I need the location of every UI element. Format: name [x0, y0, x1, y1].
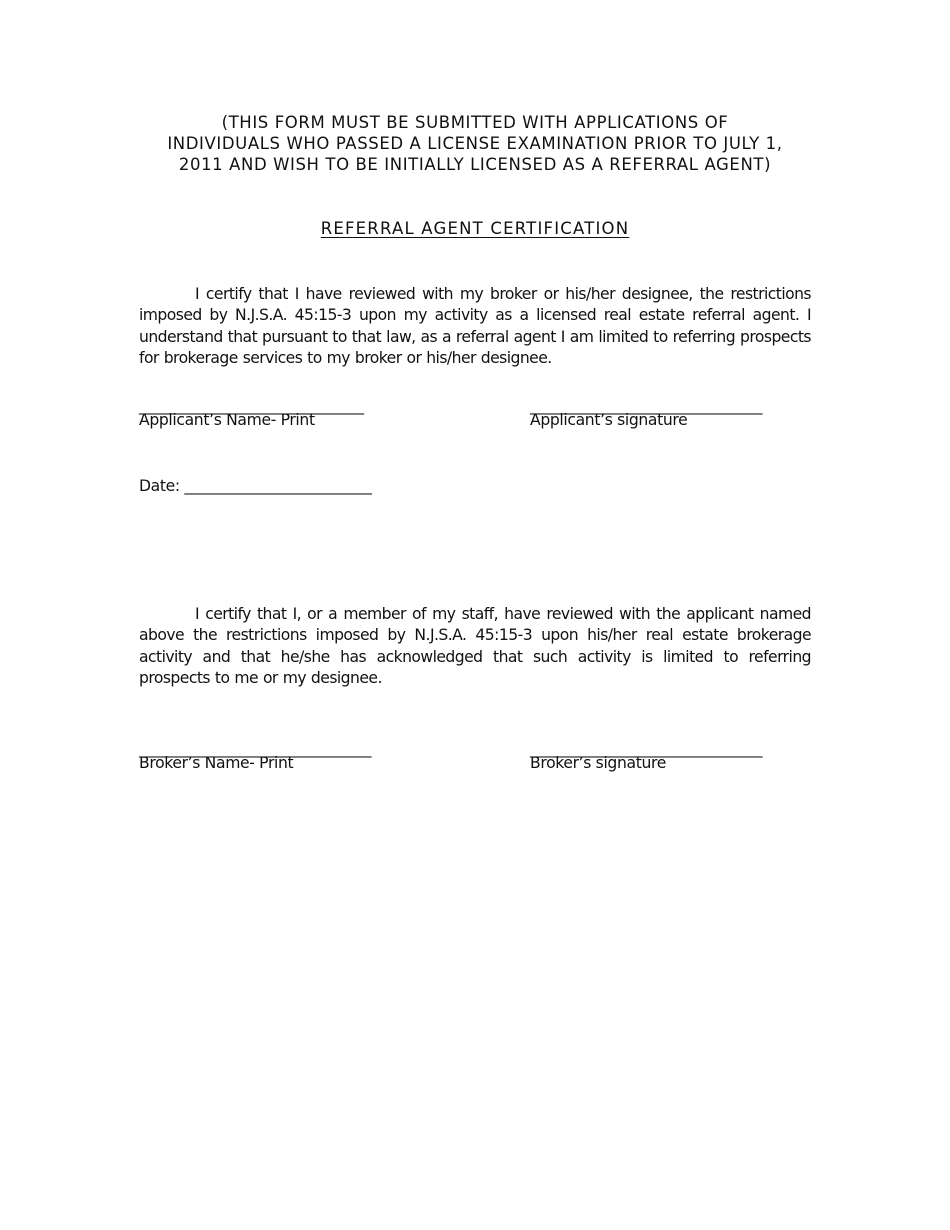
notice-line-1: (THIS FORM MUST BE SUBMITTED WITH APPLICATIONS OF	[221, 113, 729, 132]
applicant-name-label: Applicant’s Name- Print	[139, 411, 315, 429]
broker-signature-field[interactable]: _______________________________	[530, 740, 763, 758]
broker-name-label: Broker’s Name- Print	[139, 754, 294, 772]
broker-certification-text: I certify that I, or a member of my staff, have reviewed with the applicant named above the restrictions imposed by N.J.S.A. 45:15-3 upon his/her real estate brokerage activity and that he/she has acknowledged that such activity is limited to referring prospects to me or my designee.	[139, 605, 811, 687]
applicant-signature-label: Applicant’s signature	[530, 411, 688, 429]
broker-name-field[interactable]: _______________________________	[139, 740, 372, 758]
applicant-signature-field[interactable]: _______________________________	[530, 397, 763, 415]
notice-line-3: 2011 AND WISH TO BE INITIALLY LICENSED AS A REFERRAL AGENT)	[178, 155, 772, 174]
notice-line-2: INDIVIDUALS WHO PASSED A LICENSE EXAMINATION PRIOR TO JULY 1,	[167, 134, 783, 153]
form-title: REFERRAL AGENT CERTIFICATION	[320, 219, 630, 238]
date-field[interactable]: _________________________	[184, 477, 372, 495]
date-label: Date:	[139, 477, 180, 495]
applicant-certification-text: I certify that I have reviewed with my broker or his/her designee, the restrictions imposed by N.J.S.A. 45:15-3 upon my activity as a licensed real estate referral agent. I understand that pursuant to that law, as a referral agent I am limited to referring prospects for brokerage services to my broker or his/her designee.	[139, 285, 811, 367]
submission-notice	[120, 112, 830, 175]
form-title-wrapper	[0, 219, 950, 238]
date-row	[139, 477, 372, 495]
broker-signature-label: Broker’s signature	[530, 754, 666, 772]
applicant-name-field[interactable]: ______________________________	[139, 397, 364, 415]
